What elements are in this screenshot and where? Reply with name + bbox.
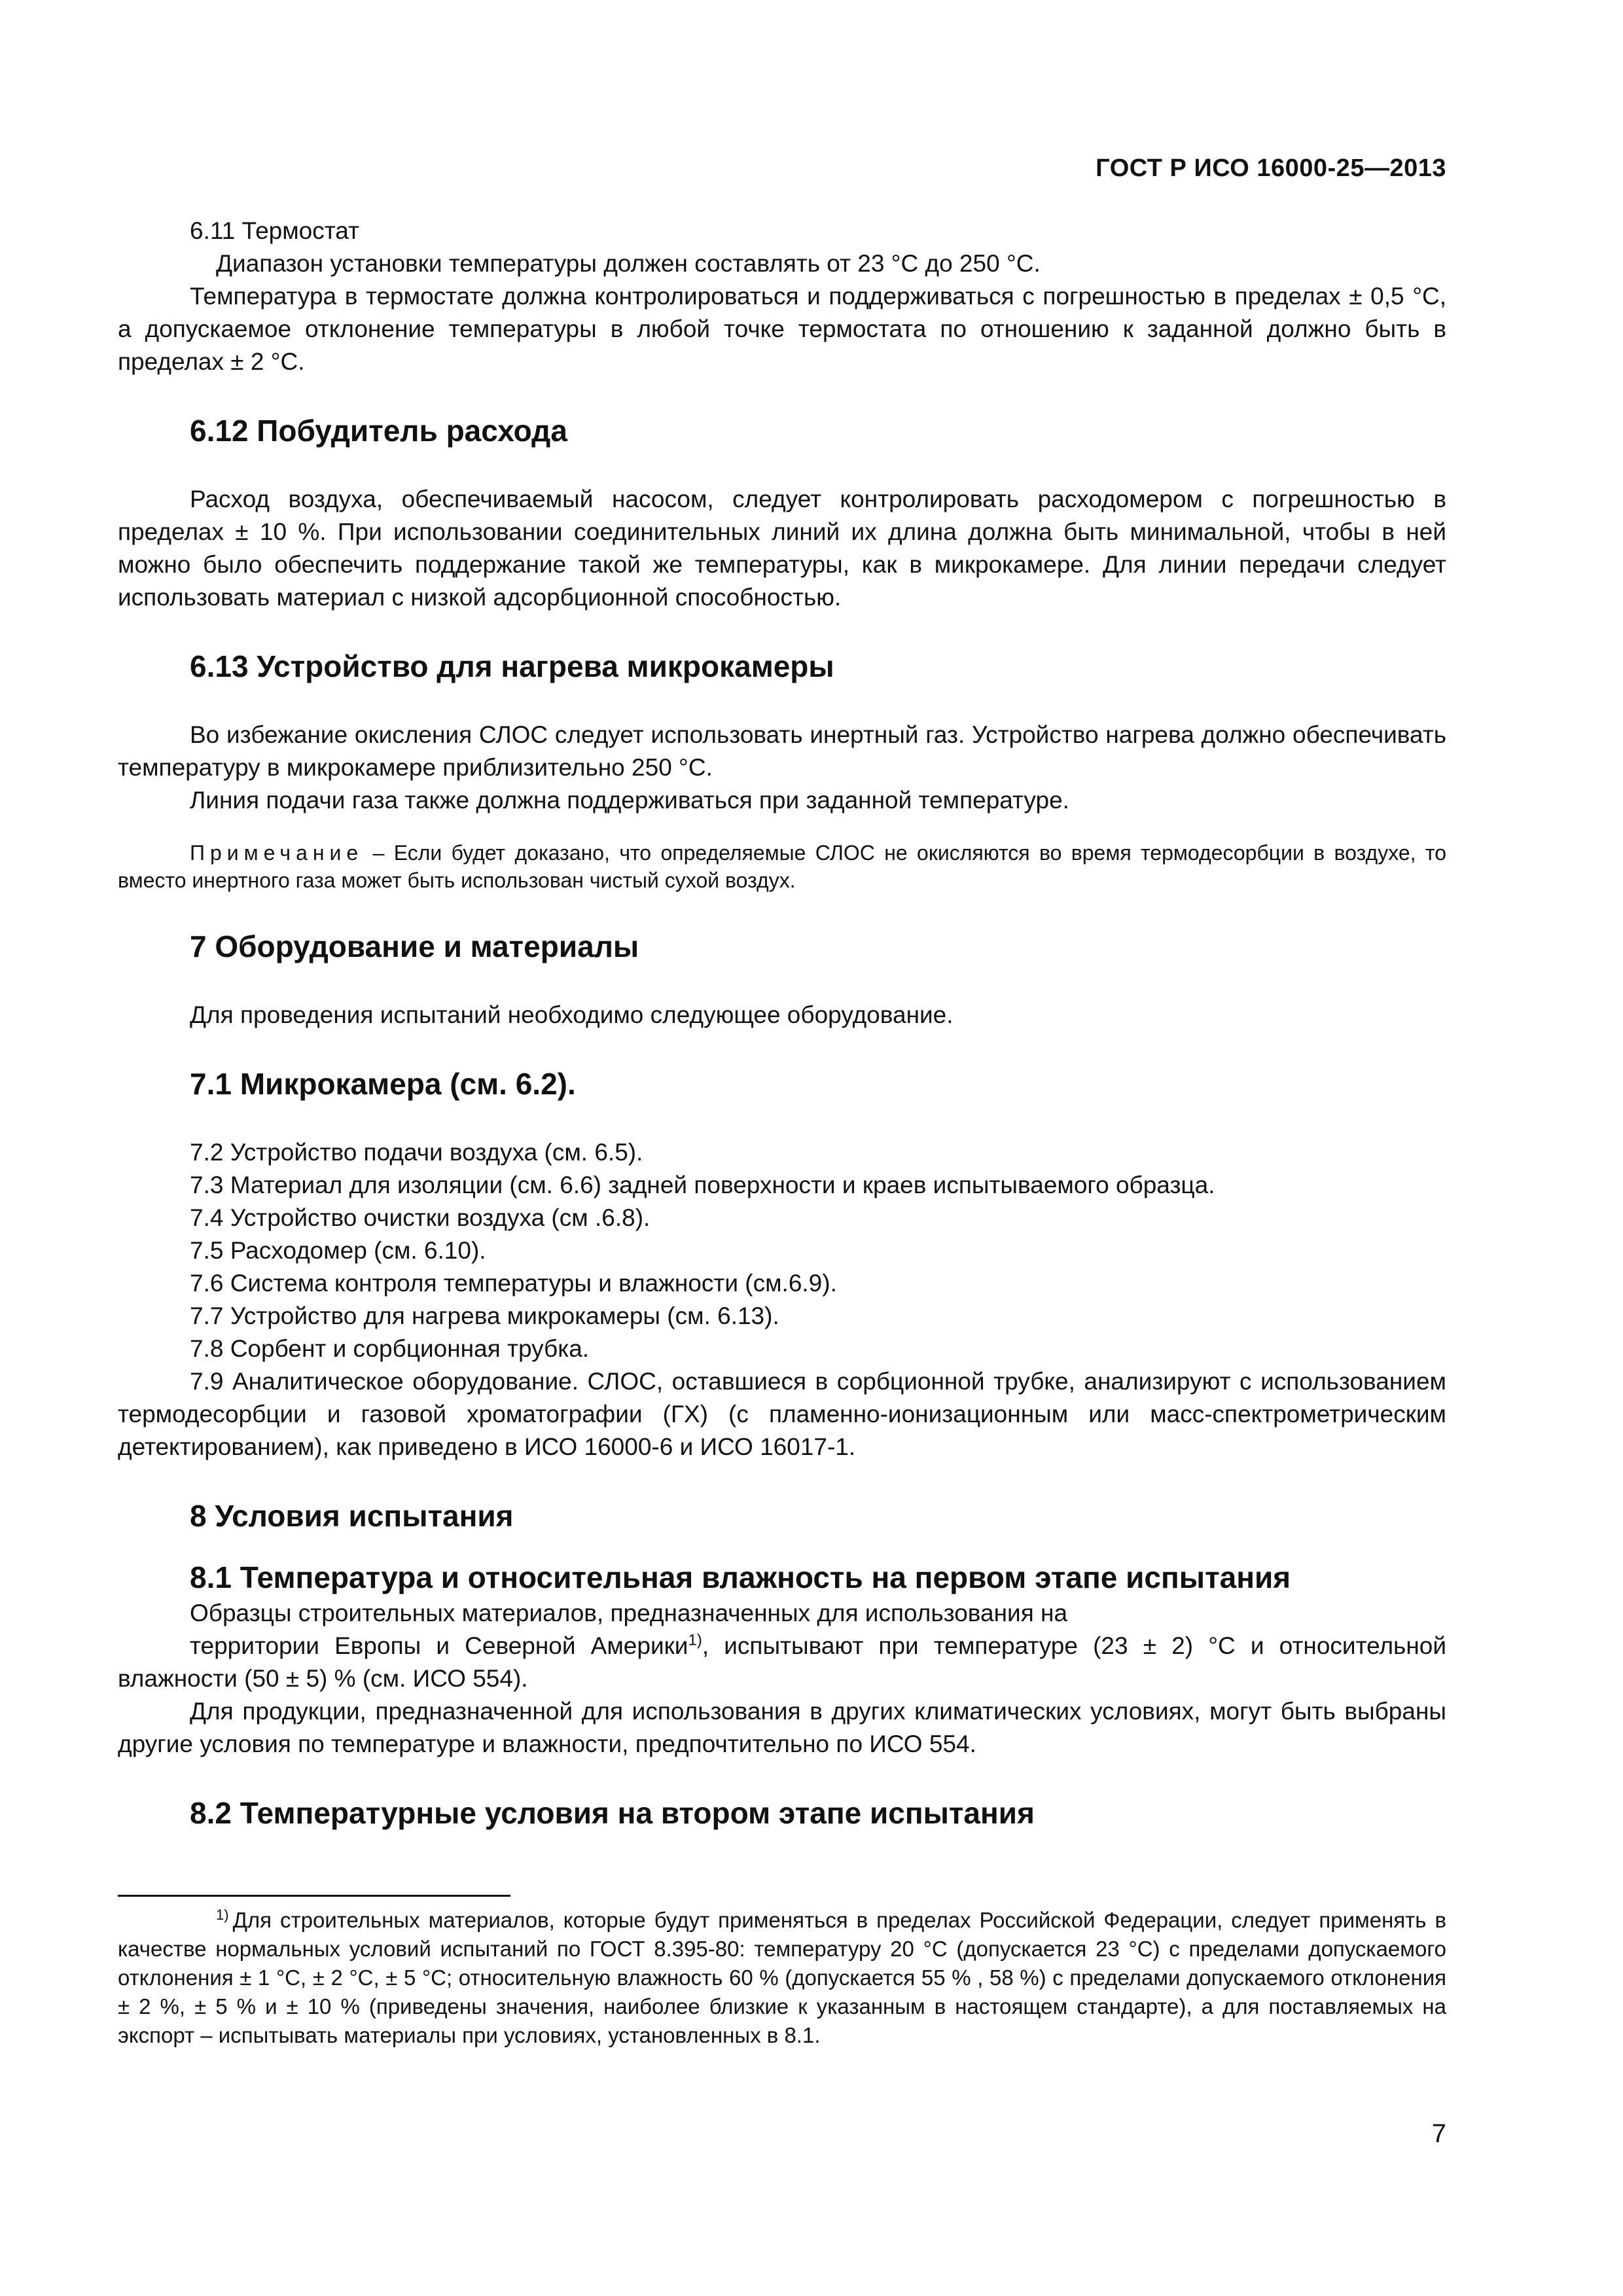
section-6-11-title: 6.11 Термостат	[190, 217, 359, 244]
item-7-6: 7.6 Система контроля температуры и влажности (см.6.9).	[190, 1270, 837, 1297]
footnote-ref-1[interactable]: 1)	[688, 1631, 702, 1649]
section-8-1-heading: 8.1 Температура и относительная влажность на первом этапе испытания	[190, 1560, 1291, 1594]
section-6-11-p2: Температура в термостате должна контролироваться и поддерживаться с погрешностью в пределах ± 0,5 °С, а допускаемое отклонение температуры в любой точке термостата по отношению к заданной должно быть в пределах ± 2 °С.	[118, 283, 1446, 375]
item-7-8: 7.8 Сорбент и сорбционная трубка.	[190, 1335, 590, 1362]
section-8-1-p1-a: территории Европы и Северной Америки	[190, 1632, 688, 1659]
section-6-13-heading: 6.13 Устройство для нагрева микрокамеры	[190, 649, 834, 683]
note-label: Примечание	[190, 841, 364, 865]
section-8-1-p1-b: , испытывают при температуре (23 ± 2) °С и относительной влажности (50 ± 5) % (см. ИСО 554).	[118, 1632, 1446, 1692]
section-7-1-heading: 7.1 Микрокамера (см. 6.2).	[190, 1067, 576, 1101]
section-8-1-p2: Для продукции, предназначенной для использования в других климатических условиях, могут быть выбраны другие условия по температуре и влажности, предпочтительно по ИСО 554.	[118, 1698, 1446, 1757]
section-7-p1: Для проведения испытаний необходимо следующее оборудование.	[190, 1001, 954, 1028]
document-body	[118, 215, 1446, 1833]
section-6-12-heading: 6.12 Побудитель расхода	[190, 414, 567, 448]
section-6-11-p1: Диапазон установки температуры должен составлять от 23 °С до 250 °С.	[216, 250, 1041, 277]
document-header: ГОСТ Р ИСО 16000-25—2013	[1096, 154, 1446, 182]
item-7-7: 7.7 Устройство для нагрева микрокамеры (см. 6.13).	[190, 1302, 779, 1329]
section-6-13-p1: Во избежание окисления СЛОС следует использовать инертный газ. Устройство нагрева должно обеспечивать температуру в микрокамере приблизительно 250 °С.	[118, 721, 1446, 781]
section-6-13-p2: Линия подачи газа также должна поддерживаться при заданной температуре.	[190, 787, 1069, 814]
section-8-1-p1-line1: Образцы строительных материалов, предназначенных для использования на	[190, 1600, 1068, 1626]
section-6-13-note	[118, 839, 1446, 894]
footnote-separator	[118, 1895, 510, 1897]
footnote-text: Для строительных материалов, которые будут применяться в пределах Российской Федерации, следует применять в качестве нормальных условий испытаний по ГОСТ 8.395-80: температуру 20 °С (допускается 23 °С) с пределами допускаемого отклонения ± 1 °С, ± 2 °С, ± 5 °С; относительную влажность 60 % (допускается 55 % , 58 %) с пределами допускаемого отклонения ± 2 %, ± 5 % и ± 10 % (приведены значения, наиболее близкие к указанным в настоящем стандарте), а для поставляемых на экспорт – испытывать материалы при условиях, установленных в 8.1.	[118, 1908, 1446, 2047]
footnote-1	[118, 1906, 1446, 2050]
section-7-heading: 7 Оборудование и материалы	[190, 929, 639, 963]
section-8-heading: 8 Условия испытания	[190, 1499, 514, 1533]
footnote-marker: 1)	[216, 1907, 229, 1923]
item-7-2: 7.2 Устройство подачи воздуха (см. 6.5).	[190, 1139, 643, 1166]
note-text: – Если будет доказано, что определяемые СЛОС не окисляются во время термодесорбции в воздухе, то вместо инертного газа может быть использован чистый сухой воздух.	[118, 841, 1446, 892]
item-7-5: 7.5 Расходомер (см. 6.10).	[190, 1237, 486, 1264]
item-7-4: 7.4 Устройство очистки воздуха (см .6.8).	[190, 1204, 651, 1231]
section-8-2-heading: 8.2 Температурные условия на втором этапе испытания	[190, 1796, 1035, 1830]
item-7-9: 7.9 Аналитическое оборудование. СЛОС, оставшиеся в сорбционной трубке, анализируют с использованием термодесорбции и газовой хроматографии (ГХ) (с пламенно-ионизационным или масс-спектрометрическим детектированием), как приведено в ИСО 16000-6 и ИСО 16017-1.	[118, 1368, 1446, 1460]
item-7-3: 7.3 Материал для изоляции (см. 6.6) задней поверхности и краев испытываемого образца.	[190, 1172, 1215, 1198]
section-8-1-p1	[118, 1630, 1446, 1695]
section-6-12-p1: Расход воздуха, обеспечиваемый насосом, следует контролировать расходомером с погрешностью в пределах ± 10 %. При использовании соединительных линий их длина должна быть минимальной, чтобы в ней можно было обеспечить поддержание такой же температуры, как в микрокамере. Для линии передачи следует использовать материал с низкой адсорбционной способностью.	[118, 486, 1446, 611]
page-number: 7	[1431, 2119, 1446, 2148]
